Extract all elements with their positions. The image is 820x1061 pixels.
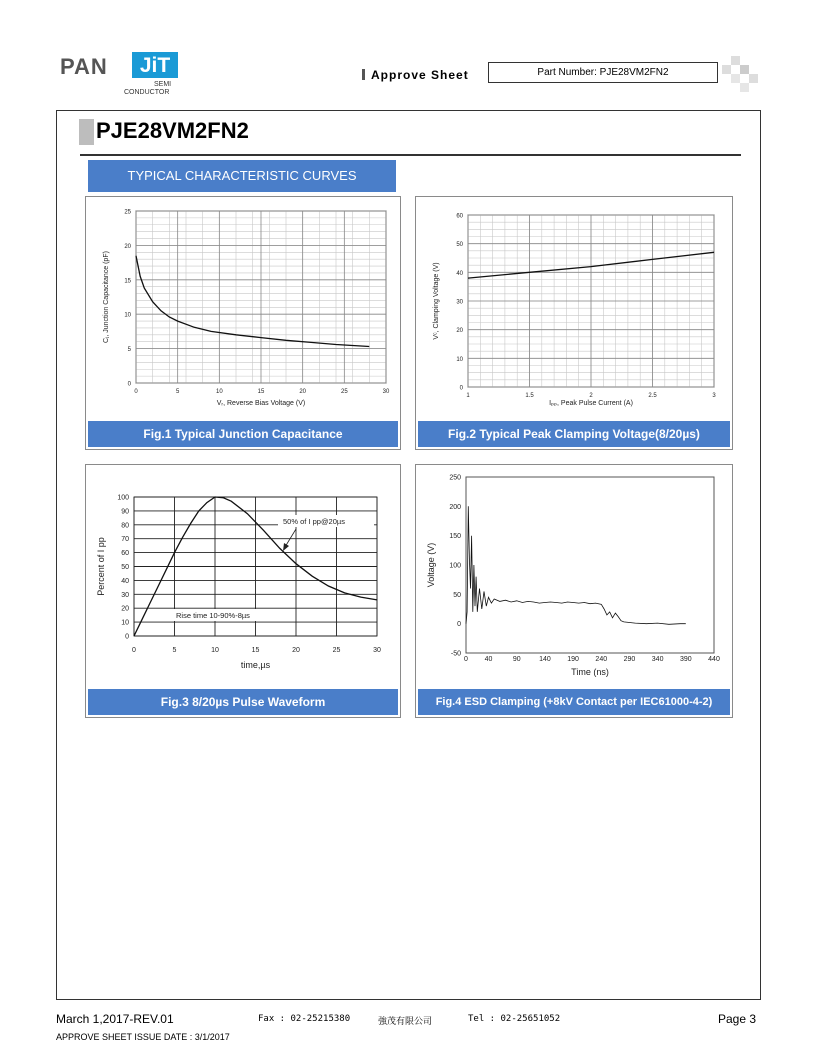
x-tick-label: 15 <box>257 389 265 395</box>
part-number-box: Part Number: PJE28VM2FN2 <box>488 62 718 83</box>
figure-4-chart <box>416 465 732 689</box>
x-tick-label: 0 <box>134 389 138 395</box>
figure-4-caption: Fig.4 ESD Clamping (+8kV Contact per IEC61000-4-2) <box>418 689 730 715</box>
x-tick-label: 3 <box>712 393 716 399</box>
y-tick-label: 15 <box>124 278 131 285</box>
y-tick-label: 10 <box>124 312 131 319</box>
logo-text-semi: SEMI <box>154 81 172 88</box>
panjit-logo <box>60 52 185 100</box>
y-tick-label: 40 <box>121 577 129 585</box>
x-tick-label: 30 <box>382 389 390 395</box>
footer-tel: Tel : 02-25651052 <box>468 1014 561 1024</box>
x-tick-label: 5 <box>175 389 180 395</box>
title-underline <box>80 154 741 156</box>
y-tick-label: 20 <box>121 605 129 613</box>
y-tick-label: 0 <box>127 381 131 388</box>
y-tick-label: 60 <box>121 550 129 558</box>
section-header: TYPICAL CHARACTERISTIC CURVES <box>88 160 396 192</box>
logo-text-jit: JiT <box>132 52 178 78</box>
x-tick-label: 240 <box>595 656 608 663</box>
y-tick-label: 10 <box>456 356 463 363</box>
y-tick-label: 250 <box>449 474 461 482</box>
x-tick-label: 10 <box>211 647 219 654</box>
figure-1-chart <box>86 197 400 421</box>
x-tick-label: 40 <box>484 656 493 663</box>
x-tick-label: 2.5 <box>648 393 657 399</box>
x-tick-label: 140 <box>539 656 551 663</box>
x-tick-label: 2 <box>589 393 593 399</box>
y-tick-label: 70 <box>121 536 129 544</box>
page-title: PJE28VM2FN2 <box>96 118 249 143</box>
y-tick-label: 200 <box>449 503 461 511</box>
y-tick-label: 50 <box>456 242 463 249</box>
y-axis-label: Cⱼ, Junction Capacitance (pF) <box>103 251 110 343</box>
x-tick-label: 1 <box>466 393 470 399</box>
y-tick-label: 60 <box>456 213 463 220</box>
x-tick-label: 290 <box>623 656 636 663</box>
y-tick-label: 20 <box>456 328 463 335</box>
footer-revision-date: March 1,2017-REV.01 <box>56 1012 174 1026</box>
figure-2-panel <box>415 196 733 450</box>
y-axis-label: Voltage (V) <box>426 542 436 588</box>
plot-area <box>466 477 714 653</box>
y-tick-label: 0 <box>459 385 463 392</box>
y-tick-label: 100 <box>449 562 461 570</box>
x-tick-label: 25 <box>332 647 341 654</box>
approve-bar-mark <box>362 69 365 80</box>
figure-2-chart <box>416 197 732 421</box>
annotation-rise-time: Rise time 10-90%-8µs <box>176 611 250 620</box>
logo-text-conductor: CONDUCTOR <box>124 89 170 96</box>
footer-page-number: Page 3 <box>718 1012 757 1026</box>
y-tick-label: 90 <box>121 508 129 516</box>
x-tick-label: 390 <box>679 656 692 663</box>
x-tick-label: 30 <box>373 647 381 654</box>
footer-company: 強茂有限公司 <box>378 1016 433 1026</box>
y-tick-label: 0 <box>125 633 129 641</box>
footer-issue-date: APPROVE SHEET ISSUE DATE : 3/1/2017 <box>56 1032 230 1042</box>
y-tick-label: -50 <box>450 650 461 658</box>
y-tick-label: 40 <box>456 270 463 277</box>
y-tick-label: 10 <box>121 619 129 627</box>
y-tick-label: 20 <box>124 243 131 250</box>
figure-3-chart <box>86 465 400 689</box>
x-axis-label: Time (ns) <box>571 667 609 677</box>
x-tick-label: 15 <box>251 647 260 654</box>
figure-3-panel <box>85 464 401 718</box>
y-tick-label: 150 <box>449 533 461 541</box>
y-tick-label: 80 <box>121 522 129 530</box>
y-axis-label: Percent of I pp <box>96 537 106 596</box>
x-axis-label: Vᵣ, Reverse Bias Voltage (V) <box>216 400 306 407</box>
x-tick-label: 20 <box>292 647 300 654</box>
figure-4-panel <box>415 464 733 718</box>
annotation-50-percent: 50% of I pp@20µs <box>283 517 345 526</box>
x-tick-label: 25 <box>340 389 348 395</box>
y-tick-label: 30 <box>456 299 463 306</box>
y-tick-label: 5 <box>127 347 131 354</box>
x-tick-label: 5 <box>172 647 177 654</box>
x-axis-label: time,µs <box>240 660 271 670</box>
y-tick-label: 100 <box>117 494 129 502</box>
decorative-squares <box>722 56 758 92</box>
x-axis-label: Iₚₚ, Peak Pulse Current (A) <box>549 400 633 407</box>
x-tick-label: 440 <box>708 656 720 663</box>
y-tick-label: 50 <box>121 564 129 571</box>
x-tick-label: 10 <box>215 389 223 395</box>
x-tick-label: 190 <box>567 656 579 663</box>
figure-1-caption: Fig.1 Typical Junction Capacitance <box>88 421 398 447</box>
title-accent-bar <box>79 119 94 145</box>
x-tick-label: 0 <box>464 656 468 663</box>
y-axis-label: Vᶜ, Clamping Voltage (V) <box>433 262 440 340</box>
approve-sheet-text: Approve Sheet <box>371 68 469 82</box>
x-tick-label: 0 <box>132 647 136 654</box>
x-tick-label: 90 <box>512 656 521 663</box>
x-tick-label: 20 <box>299 389 307 395</box>
logo-text-pan: PAN <box>60 54 108 79</box>
x-tick-label: 340 <box>651 656 664 663</box>
y-tick-label: 0 <box>457 621 461 629</box>
y-tick-label: 25 <box>124 209 131 216</box>
figure-1-panel <box>85 196 401 450</box>
x-tick-label: 1.5 <box>525 393 534 399</box>
footer-fax: Fax : 02-25215380 <box>258 1014 351 1024</box>
figure-2-caption: Fig.2 Typical Peak Clamping Voltage(8/20µs) <box>418 421 730 447</box>
approve-sheet-label <box>362 68 469 82</box>
figure-3-caption: Fig.3 8/20µs Pulse Waveform <box>88 689 398 715</box>
y-tick-label: 30 <box>121 591 129 599</box>
y-tick-label: 50 <box>453 591 461 599</box>
